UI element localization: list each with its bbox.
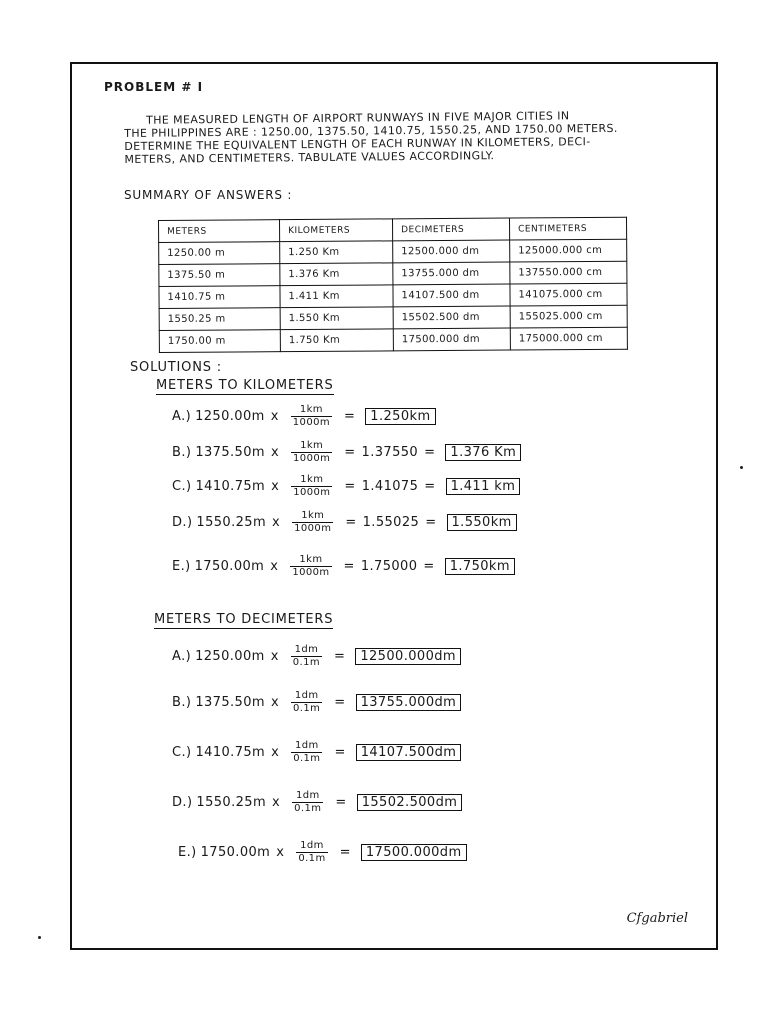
- equation-value: 1550.25m: [196, 515, 267, 530]
- equation-label: B.): [172, 445, 192, 460]
- conversion-fraction: $\frac{1dm}{0.1m}$: [293, 740, 321, 764]
- cell-meters: 1250.00 m: [159, 242, 280, 265]
- table-row: [159, 305, 627, 330]
- header-kilometers: KILOMETERS: [280, 219, 393, 242]
- conversion-fraction: $\frac{1dm}{0.1m}$: [294, 790, 322, 814]
- km-equation-d: [172, 510, 517, 535]
- equation-result: 1.75000: [360, 559, 418, 574]
- boxed-answer: 1.250km: [365, 408, 435, 425]
- cell-kilometers: 1.750 Km: [280, 329, 393, 352]
- equals-sign: =: [334, 695, 346, 710]
- equals-sign: =: [424, 445, 436, 460]
- equation-value: 1375.50m: [195, 695, 265, 710]
- equation-value: 1410.75m: [195, 745, 266, 760]
- table-row: [159, 261, 627, 286]
- boxed-answer: 15502.500dm: [357, 794, 463, 811]
- equation-label: C.): [172, 745, 192, 760]
- equation-value: 1750.00m: [200, 845, 271, 860]
- equals-sign: =: [345, 515, 357, 530]
- cell-decimeters: 12500.000 dm: [393, 240, 510, 263]
- equation-label: D.): [172, 795, 193, 810]
- equation-value: 1550.25m: [196, 795, 267, 810]
- problem-title: PROBLEM # I: [104, 80, 204, 94]
- table-row: [159, 239, 627, 264]
- statement-line: METERS, AND CENTIMETERS. TABULATE VALUES ACCORDINGLY.: [124, 149, 495, 166]
- cell-decimeters: 13755.000 dm: [393, 262, 510, 285]
- conversion-fraction: $\frac{1km}{1000m}$: [294, 510, 332, 534]
- conversion-fraction: $\frac{1km}{1000m}$: [292, 404, 330, 428]
- cell-meters: 1750.00 m: [159, 330, 280, 353]
- times-sign: x: [270, 649, 279, 664]
- equation-value: 1250.00m: [195, 649, 265, 664]
- equals-sign: =: [343, 559, 355, 574]
- cell-centimeters: 125000.000 cm: [510, 239, 627, 262]
- signature: Cfgabriel: [626, 911, 688, 926]
- equation-value: 1250.00m: [195, 409, 265, 424]
- stray-mark: [38, 936, 41, 939]
- cell-centimeters: 141075.000 cm: [510, 283, 627, 306]
- equals-sign: =: [339, 845, 351, 860]
- equation-label: B.): [172, 695, 192, 710]
- equals-sign: =: [425, 515, 437, 530]
- times-sign: x: [272, 515, 281, 530]
- equation-result: 1.55025: [362, 515, 420, 530]
- boxed-answer: 1.750km: [445, 558, 515, 575]
- equation-value: 1750.00m: [194, 559, 265, 574]
- equation-result: 1.37550: [361, 445, 419, 460]
- km-equation-a: [172, 404, 436, 429]
- conversion-fraction: $\frac{1km}{1000m}$: [293, 474, 331, 498]
- boxed-answer: 14107.500dm: [356, 744, 462, 761]
- header-centimeters: CENTIMETERS: [509, 217, 626, 240]
- times-sign: x: [271, 745, 280, 760]
- conversion-fraction: $\frac{1km}{1000m}$: [293, 440, 331, 464]
- cell-meters: 1550.25 m: [159, 308, 280, 331]
- cell-kilometers: 1.376 Km: [280, 263, 393, 286]
- problem-sheet: [70, 62, 718, 950]
- equation-label: C.): [172, 479, 192, 494]
- times-sign: x: [272, 795, 281, 810]
- km-equation-e: [172, 554, 515, 579]
- cell-decimeters: 17500.000 dm: [393, 328, 510, 351]
- cell-centimeters: 155025.000 cm: [510, 305, 627, 328]
- equation-result: 1.41075: [361, 479, 419, 494]
- boxed-answer: 13755.000dm: [356, 694, 462, 711]
- times-sign: x: [276, 845, 285, 860]
- equals-sign: =: [423, 559, 435, 574]
- equals-sign: =: [344, 445, 356, 460]
- cell-centimeters: 175000.000 cm: [510, 327, 627, 350]
- table-row: [159, 327, 627, 352]
- cell-kilometers: 1.550 Km: [280, 307, 393, 330]
- dm-equation-e: [178, 840, 467, 865]
- dm-section-heading: METERS TO DECIMETERS: [154, 612, 334, 627]
- cell-kilometers: 1.250 Km: [280, 241, 393, 264]
- header-decimeters: DECIMETERS: [392, 218, 509, 241]
- times-sign: x: [270, 559, 279, 574]
- times-sign: x: [271, 479, 280, 494]
- equals-sign: =: [424, 479, 436, 494]
- statement-line: THE PHILIPPINES ARE : 1250.00, 1375.50, 1410.75, 1550.25, AND 1750.00 METERS.: [124, 121, 618, 140]
- km-equation-b: [172, 440, 521, 465]
- solutions-label: SOLUTIONS :: [130, 360, 222, 375]
- conversion-fraction: $\frac{1dm}{0.1m}$: [292, 644, 321, 668]
- equation-label: A.): [172, 649, 192, 664]
- dm-equation-a: [172, 644, 461, 669]
- boxed-answer: 1.411 km: [446, 478, 521, 495]
- boxed-answer: 1.550km: [447, 514, 517, 531]
- equals-sign: =: [335, 795, 347, 810]
- summary-label: SUMMARY OF ANSWERS :: [124, 188, 293, 202]
- stray-mark: [740, 466, 743, 469]
- equation-label: E.): [172, 559, 191, 574]
- equation-value: 1375.50m: [195, 445, 265, 460]
- cell-decimeters: 15502.500 dm: [393, 306, 510, 329]
- header-meters: METERS: [159, 220, 280, 243]
- cell-kilometers: 1.411 Km: [280, 285, 393, 308]
- equation-value: 1410.75m: [195, 479, 266, 494]
- statement-line: THE MEASURED LENGTH OF AIRPORT RUNWAYS IN FIVE MAJOR CITIES IN: [145, 109, 570, 127]
- summary-table: [158, 217, 628, 353]
- table-row: [159, 283, 627, 308]
- cell-meters: 1410.75 m: [159, 286, 280, 309]
- conversion-fraction: $\frac{1km}{1000m}$: [292, 554, 330, 578]
- statement-line: DETERMINE THE EQUIVALENT LENGTH OF EACH RUNWAY IN KILOMETERS, DECI-: [124, 135, 591, 153]
- problem-statement: [124, 108, 695, 166]
- equation-label: A.): [172, 409, 192, 424]
- boxed-answer: 1.376 Km: [445, 444, 521, 461]
- equation-label: E.): [178, 845, 197, 860]
- equals-sign: =: [344, 409, 356, 424]
- conversion-fraction: $\frac{1dm}{0.1m}$: [298, 840, 326, 864]
- cell-centimeters: 137550.000 cm: [510, 261, 627, 284]
- equals-sign: =: [334, 745, 346, 760]
- equation-label: D.): [172, 515, 193, 530]
- conversion-fraction: $\frac{1dm}{0.1m}$: [293, 690, 321, 714]
- boxed-answer: 17500.000dm: [361, 844, 467, 861]
- equals-sign: =: [334, 649, 346, 664]
- times-sign: x: [270, 445, 280, 460]
- times-sign: x: [270, 695, 280, 710]
- summary-header-row: [159, 217, 627, 242]
- cell-meters: 1375.50 m: [159, 264, 280, 287]
- dm-equation-d: [172, 790, 462, 815]
- boxed-answer: 12500.000dm: [355, 648, 461, 665]
- km-section-heading: METERS TO KILOMETERS: [156, 378, 334, 393]
- dm-equation-b: [172, 690, 461, 715]
- km-equation-c: [172, 474, 520, 499]
- dm-equation-c: [172, 740, 461, 765]
- times-sign: x: [270, 409, 279, 424]
- equals-sign: =: [344, 479, 356, 494]
- cell-decimeters: 14107.500 dm: [393, 284, 510, 307]
